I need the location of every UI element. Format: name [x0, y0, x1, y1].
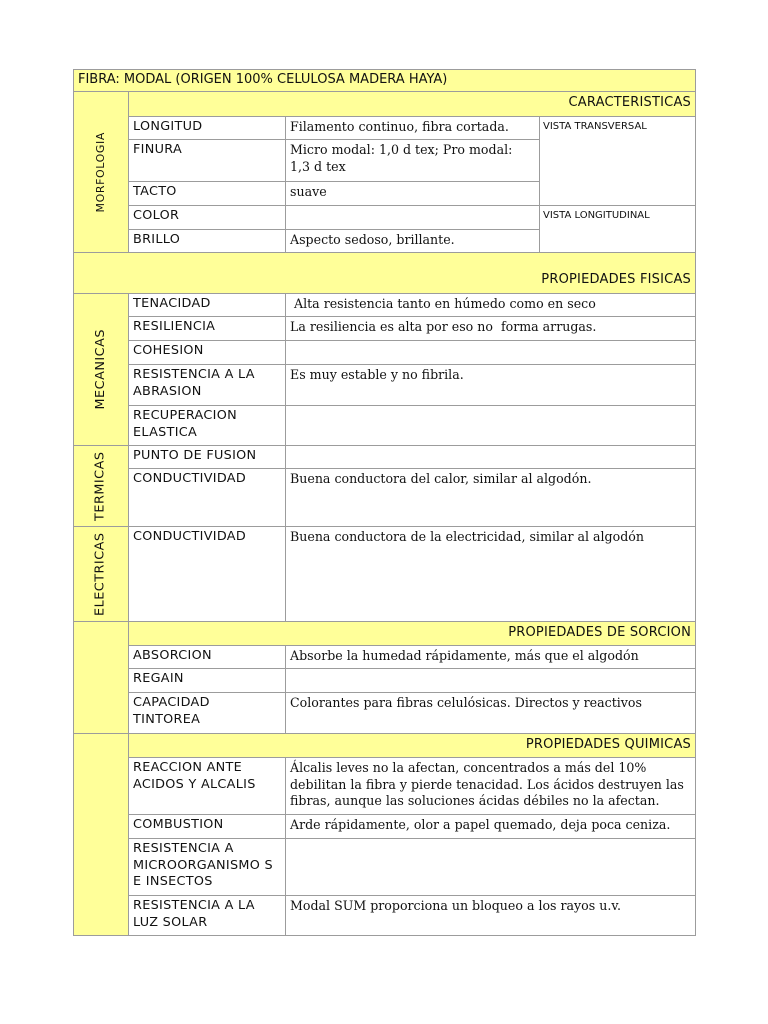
label-cohesion: COHESION	[128, 340, 286, 365]
header-caracteristicas: CARACTERISTICAS	[128, 91, 696, 117]
section-quimicas	[73, 733, 129, 936]
value-conductividad-termica: Buena conductora del calor, similar al algodón.	[285, 468, 696, 527]
section-termicas	[73, 445, 129, 527]
label-reaccion-acidos: REACCION ANTE ACIDOS Y ALCALIS	[128, 757, 286, 815]
section-mecanicas	[73, 293, 129, 446]
fiber-properties-table	[73, 69, 696, 936]
section-morfologia	[73, 91, 129, 253]
value-brillo: Aspecto sedoso, brillante.	[285, 229, 540, 253]
label-absorcion: ABSORCION	[128, 645, 286, 669]
section-mecanicas-label: MECANICAS	[92, 329, 108, 410]
label-regain: REGAIN	[128, 668, 286, 693]
label-conductividad-electrica: CONDUCTIVIDAD	[128, 526, 286, 622]
header-propiedades-quimicas: PROPIEDADES QUIMICAS	[128, 733, 696, 758]
label-tacto: TACTO	[128, 181, 286, 206]
label-microorganismos: RESISTENCIA A MICROORGANISMO S E INSECTOS	[128, 838, 286, 896]
label-finura: FINURA	[128, 139, 286, 182]
value-conductividad-electrica: Buena conductora de la electricidad, similar al algodón	[285, 526, 696, 622]
label-combustion: COMBUSTION	[128, 814, 286, 839]
value-capacidad-tintorea: Colorantes para fibras celulósicas. Directos y reactivos	[285, 692, 696, 734]
value-color	[285, 205, 540, 230]
label-conductividad-termica: CONDUCTIVIDAD	[128, 468, 286, 527]
label-capacidad-tintorea: CAPACIDAD TINTOREA	[128, 692, 286, 734]
value-abrasion: Es muy estable y no fibrila.	[285, 364, 696, 406]
label-punto-fusion: PUNTO DE FUSION	[128, 445, 286, 469]
value-cohesion	[285, 340, 696, 365]
value-recuperacion	[285, 405, 696, 446]
value-resiliencia: La resiliencia es alta por eso no forma arrugas.	[285, 316, 696, 341]
value-punto-fusion	[285, 445, 696, 469]
value-microorganismos	[285, 838, 696, 896]
value-finura: Micro modal: 1,0 d tex; Pro modal: 1,3 d tex	[285, 139, 540, 182]
header-propiedades-fisicas: PROPIEDADES FISICAS	[73, 252, 696, 294]
section-electricas-label: ELECTRICAS	[92, 532, 108, 616]
value-tacto: suave	[285, 181, 540, 206]
vista-transversal: VISTA TRANSVERSAL	[539, 116, 696, 206]
section-morfologia-label: MORFOLOGIA	[93, 131, 107, 213]
value-luz-solar: Modal SUM proporciona un bloqueo a los rayos u.v.	[285, 895, 696, 936]
label-luz-solar: RESISTENCIA A LA LUZ SOLAR	[128, 895, 286, 936]
value-combustion: Arde rápidamente, olor a papel quemado, deja poca ceniza.	[285, 814, 696, 839]
label-resiliencia: RESILIENCIA	[128, 316, 286, 341]
vista-longitudinal: VISTA LONGITUDINAL	[539, 205, 696, 253]
label-longitud: LONGITUD	[128, 116, 286, 140]
label-color: COLOR	[128, 205, 286, 230]
value-absorcion: Absorbe la humedad rápidamente, más que el algodón	[285, 645, 696, 669]
label-tenacidad: TENACIDAD	[128, 293, 286, 317]
table-title: FIBRA: MODAL (ORIGEN 100% CELULOSA MADERA HAYA)	[73, 69, 696, 92]
value-reaccion-acidos: Álcalis leves no la afectan, concentrados a más del 10% debilitan la fibra y pierde tenacidad. Los ácidos destruyen las fibras, aunque las soluciones ácidas débiles no la afectan.	[285, 757, 696, 815]
section-termicas-label: TERMICAS	[92, 451, 108, 521]
value-regain	[285, 668, 696, 693]
section-electricas	[73, 526, 129, 622]
label-abrasion: RESISTENCIA A LA ABRASION	[128, 364, 286, 406]
value-longitud: Filamento continuo, fibra cortada.	[285, 116, 540, 140]
header-propiedades-sorcion: PROPIEDADES DE SORCION	[128, 621, 696, 646]
section-sorcion	[73, 621, 129, 734]
value-tenacidad: Alta resistencia tanto en húmedo como en seco	[285, 293, 696, 317]
label-brillo: BRILLO	[128, 229, 286, 253]
label-recuperacion: RECUPERACION ELASTICA	[128, 405, 286, 446]
